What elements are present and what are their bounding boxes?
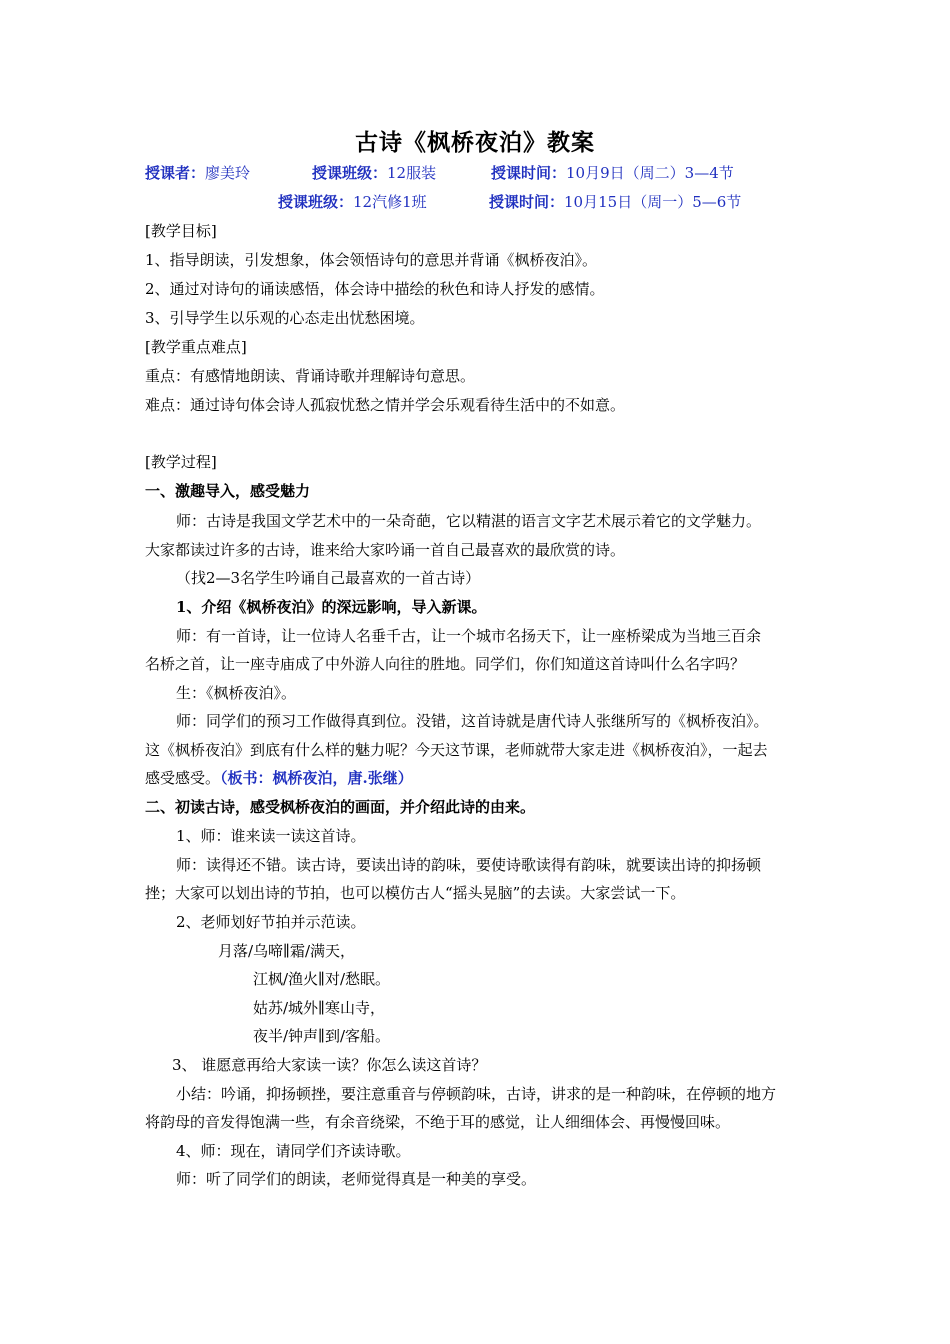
paragraph-line: 这《枫桥夜泊》到底有什么样的魅力呢？今天这节课，老师就带大家走进《枫桥夜泊》，一起去 bbox=[145, 741, 768, 759]
paragraph-line: 师：听了同学们的朗读，老师觉得真是一种美的享受。 bbox=[176, 1170, 537, 1188]
difficult-point: 难点：通过诗句体会诗人孤寂忧愁之情并学会乐观看待生活中的不如意。 bbox=[145, 396, 626, 414]
paragraph-line: 名桥之首，让一座寺庙成了中外游人向往的胜地。同学们，你们知道这首诗叫什么名字吗？ bbox=[145, 655, 746, 673]
time-label: 授课时间： bbox=[491, 164, 567, 182]
teacher-name: 廖美玲 bbox=[205, 164, 251, 182]
document-title: 古诗《枫桥夜泊》教案 bbox=[355, 129, 595, 156]
teacher-label: 授课者： bbox=[145, 164, 206, 182]
paragraph-line: 将韵母的音发得饱满一些，有余音绕梁，不绝于耳的感觉，让人细细体会、再慢慢回味。 bbox=[145, 1113, 731, 1131]
paragraph-line bbox=[145, 768, 413, 788]
paragraph-line: 师：读得还不错。读古诗，要读出诗的韵味，要使诗歌读得有韵味，就要读出诗的抑扬顿 bbox=[176, 856, 762, 874]
paragraph-line: 挫；大家可以划出诗的节拍，也可以模仿古人“摇头晃脑”的去读。大家尝试一下。 bbox=[145, 884, 686, 902]
class-label: 授课班级： bbox=[312, 164, 388, 182]
paragraph-line: 师：同学们的预习工作做得真到位。没错，这首诗就是唐代诗人张继所写的《枫桥夜泊》。 bbox=[176, 712, 769, 730]
subsection-heading: 1、介绍《枫桥夜泊》的深远影响，导入新课。 bbox=[176, 598, 487, 616]
key-point: 重点：有感情地朗读、背诵诗歌并理解诗句意思。 bbox=[145, 367, 476, 385]
paragraph-line: 大家都读过许多的古诗，谁来给大家吟诵一首自己最喜欢的最欣赏的诗。 bbox=[145, 541, 626, 559]
paragraph-line: 师：古诗是我国文学艺术中的一朵奇葩，它以精湛的语言文字艺术展示着它的文学魅力。 bbox=[176, 512, 762, 530]
class-value: 12服装 bbox=[387, 164, 437, 182]
board-note: （板书：枫桥夜泊，唐.张继） bbox=[220, 769, 413, 787]
paragraph-line: 生：《枫桥夜泊》。 bbox=[176, 684, 297, 702]
time-info-2 bbox=[489, 191, 741, 212]
poem-line: 夜半/钟声∥到/客船。 bbox=[253, 1027, 391, 1045]
paragraph-line: 4、师：现在，请同学们齐读诗歌。 bbox=[176, 1142, 411, 1160]
poem-line: 姑苏/城外∥寒山寺， bbox=[253, 999, 385, 1017]
teacher-info bbox=[145, 162, 250, 183]
section-heading: 一、激趣导入，感受魅力 bbox=[145, 482, 311, 500]
section-heading: 二、初读古诗，感受枫桥夜泊的画面，并介绍此诗的由来。 bbox=[145, 798, 536, 816]
class-label: 授课班级： bbox=[278, 193, 354, 211]
goal-item: 2、通过对诗句的诵读感悟，体会诗中描绘的秋色和诗人抒发的感情。 bbox=[145, 280, 605, 298]
paragraph-text: 感受感受。 bbox=[145, 769, 221, 787]
time-value: 10月15日（周一）5—6节 bbox=[564, 193, 742, 211]
class-info-1 bbox=[312, 162, 436, 183]
paragraph-line: 师：有一首诗，让一位诗人名垂千古，让一个城市名扬天下，让一座桥梁成为当地三百余 bbox=[176, 627, 762, 645]
time-value: 10月9日（周二）3—4节 bbox=[566, 164, 734, 182]
time-label: 授课时间： bbox=[489, 193, 565, 211]
class-info-2 bbox=[278, 191, 427, 212]
goal-item: 3、引导学生以乐观的心态走出忧愁困境。 bbox=[145, 309, 425, 327]
poem-line: 江枫/渔火∥对/愁眠。 bbox=[253, 970, 391, 988]
poem-line: 月落/乌啼∥霜/满天， bbox=[218, 942, 356, 960]
key-points-heading: [教学重点难点] bbox=[145, 338, 247, 356]
process-heading: [教学过程] bbox=[145, 453, 217, 471]
time-info-1 bbox=[491, 162, 734, 183]
paragraph-line: 2、老师划好节拍并示范读。 bbox=[176, 913, 366, 931]
paragraph-line: 小结：吟诵，抑扬顿挫，要注意重音与停顿韵味，古诗，讲求的是一种韵味，在停顿的地方 bbox=[176, 1085, 777, 1103]
paragraph-line: 3、 谁愿意再给大家读一读？你怎么读这首诗？ bbox=[172, 1056, 487, 1074]
paragraph-line: （找2—3名学生吟诵自己最喜欢的一首古诗） bbox=[176, 569, 481, 587]
goal-item: 1、指导朗读，引发想象，体会领悟诗句的意思并背诵《枫桥夜泊》。 bbox=[145, 251, 598, 269]
class-value: 12汽修1班 bbox=[353, 193, 427, 211]
goals-heading: [教学目标] bbox=[145, 222, 217, 240]
paragraph-line: 1、师：谁来读一读这首诗。 bbox=[176, 827, 366, 845]
